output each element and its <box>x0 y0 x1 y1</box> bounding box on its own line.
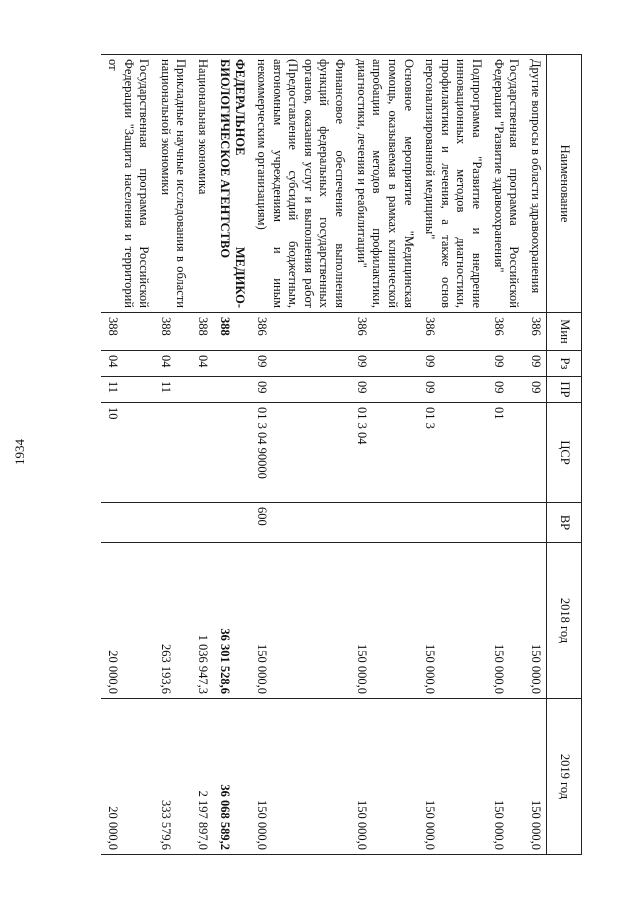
cell-pr: 11 <box>101 377 154 403</box>
cell-rz: 04 <box>192 351 214 377</box>
cell-y2018: 36 301 528,6 <box>213 543 250 699</box>
cell-vr <box>419 503 488 543</box>
cell-y2019: 150 000,0 <box>487 699 524 855</box>
cell-csr <box>154 403 191 503</box>
cell-rz: 09 <box>487 351 524 377</box>
header-min: Мин <box>547 313 582 351</box>
cell-vr: 600 <box>250 503 350 543</box>
table-row <box>524 55 546 855</box>
cell-name: Государственная программа Российской Федерации "Развитие здравоохранения" <box>487 55 524 313</box>
table-row <box>213 55 250 855</box>
cell-csr: 01 <box>487 403 524 503</box>
cell-rz: 09 <box>350 351 419 377</box>
cell-vr <box>487 503 524 543</box>
cell-min: 388 <box>101 313 154 351</box>
cell-rz: 09 <box>250 351 350 377</box>
cell-y2018: 150 000,0 <box>487 543 524 699</box>
budget-table-rotated <box>67 54 582 854</box>
cell-rz: 09 <box>419 351 488 377</box>
cell-name: Другие вопросы в области здравоохранения <box>524 55 546 313</box>
cell-min: 388 <box>154 313 191 351</box>
cell-name: Прикладные научные исследования в области национальной экономики <box>154 55 191 313</box>
table-row <box>487 55 524 855</box>
cell-vr <box>213 503 250 543</box>
cell-y2018: 150 000,0 <box>250 543 350 699</box>
table-row <box>250 55 350 855</box>
cell-pr: 09 <box>419 377 488 403</box>
header-csr: ЦСР <box>547 403 582 503</box>
cell-y2019: 150 000,0 <box>419 699 488 855</box>
table-row <box>154 55 191 855</box>
cell-vr <box>350 503 419 543</box>
cell-pr: 09 <box>350 377 419 403</box>
table-row <box>419 55 488 855</box>
header-name: Наименование <box>547 55 582 313</box>
cell-vr <box>101 503 154 543</box>
cell-vr <box>154 503 191 543</box>
cell-pr <box>192 377 214 403</box>
cell-y2018: 263 193,6 <box>154 543 191 699</box>
cell-name: Финансовое обеспечение выполнения функций федеральных государственных органов, оказания услуг и выполнения работ (Предоставление субсидий бюджетным, автономным учреждениям и иным некоммерческим организациям) <box>250 55 350 313</box>
cell-y2019: 20 000,0 <box>101 699 154 855</box>
cell-csr <box>524 403 546 503</box>
cell-name: Основное мероприятие "Медицинская помощь, оказываемая в рамках клинической апробации методов профилактики, диагностики, лечения и реабилитации" <box>350 55 419 313</box>
cell-pr <box>213 377 250 403</box>
cell-name: Подпрограмма "Развитие и внедрение инновационных методов диагностики, профилактики и лечения, а также основ персонализированной медицины" <box>419 55 488 313</box>
header-pr: ПР <box>547 377 582 403</box>
cell-min: 388 <box>213 313 250 351</box>
cell-y2018: 150 000,0 <box>524 543 546 699</box>
page-number: 1934 <box>12 439 27 465</box>
cell-min: 386 <box>524 313 546 351</box>
cell-csr: 10 <box>101 403 154 503</box>
cell-rz: 04 <box>154 351 191 377</box>
cell-y2018: 150 000,0 <box>419 543 488 699</box>
page-number-area <box>0 0 40 905</box>
cell-vr <box>192 503 214 543</box>
header-rz: Рз <box>547 351 582 377</box>
cell-min: 386 <box>250 313 350 351</box>
cell-csr: 01 3 04 <box>350 403 419 503</box>
cell-rz <box>213 351 250 377</box>
cell-name: Государственная программа Российской Федерации "Защита населения и территорий от <box>101 55 154 313</box>
cell-y2019: 333 579,6 <box>154 699 191 855</box>
cell-csr <box>213 403 250 503</box>
cell-pr: 09 <box>524 377 546 403</box>
header-2019: 2019 год <box>547 699 582 855</box>
cell-y2018: 1 036 947,3 <box>192 543 214 699</box>
cell-y2019: 150 000,0 <box>250 699 350 855</box>
cell-name: ФЕДЕРАЛЬНОЕ МЕДИКО-БИОЛОГИЧЕСКОЕ АГЕНТСТВО <box>213 55 250 313</box>
cell-pr: 11 <box>154 377 191 403</box>
cell-y2018: 20 000,0 <box>101 543 154 699</box>
cell-y2019: 150 000,0 <box>350 699 419 855</box>
cell-min: 386 <box>487 313 524 351</box>
table-row <box>192 55 214 855</box>
cell-min: 386 <box>419 313 488 351</box>
cell-y2019: 2 197 897,0 <box>192 699 214 855</box>
header-vr: ВР <box>547 503 582 543</box>
table-row <box>350 55 419 855</box>
cell-name: Национальная экономика <box>192 55 214 313</box>
cell-y2019: 150 000,0 <box>524 699 546 855</box>
cell-csr: 01 3 04 90000 <box>250 403 350 503</box>
cell-pr: 09 <box>250 377 350 403</box>
cell-vr <box>524 503 546 543</box>
cell-pr: 09 <box>487 377 524 403</box>
cell-rz: 04 <box>101 351 154 377</box>
table-row <box>101 55 154 855</box>
cell-min: 388 <box>192 313 214 351</box>
cell-rz: 09 <box>524 351 546 377</box>
table-header-row <box>547 55 582 855</box>
budget-table <box>101 54 582 855</box>
header-2018: 2018 год <box>547 543 582 699</box>
cell-csr: 01 3 <box>419 403 488 503</box>
cell-y2019: 36 068 589,2 <box>213 699 250 855</box>
cell-y2018: 150 000,0 <box>350 543 419 699</box>
cell-min: 386 <box>350 313 419 351</box>
cell-csr <box>192 403 214 503</box>
